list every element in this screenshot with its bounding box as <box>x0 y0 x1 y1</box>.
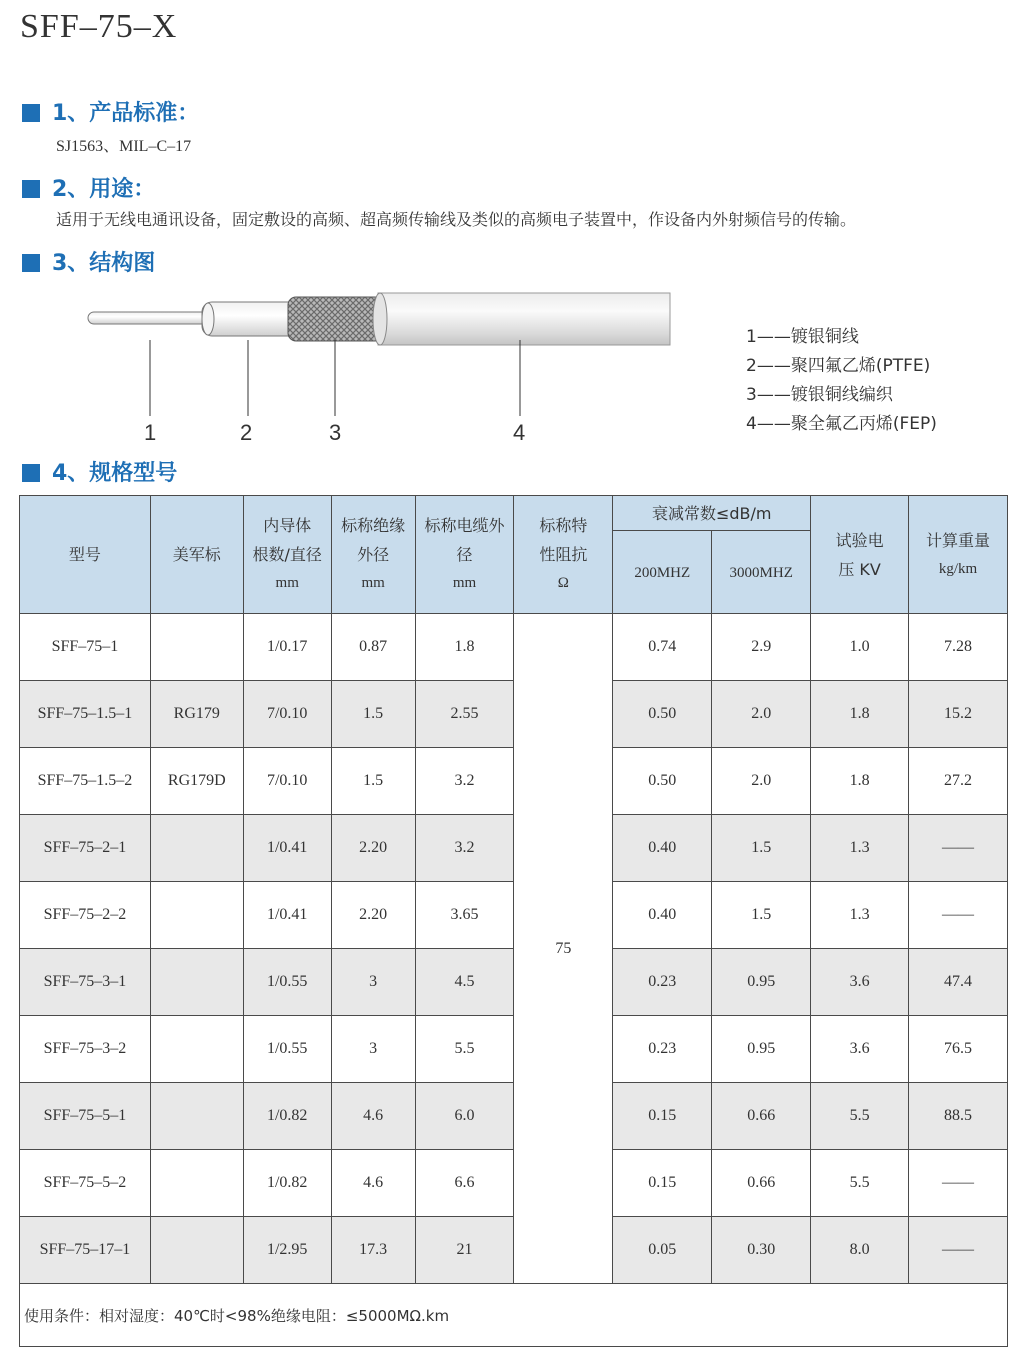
model-cell: SFF–75–2–1 <box>20 815 151 882</box>
header-att-3000: 3000MHZ <box>712 531 811 614</box>
att-200-cell: 0.23 <box>613 949 712 1016</box>
header-att-200: 200MHZ <box>613 531 712 614</box>
section-title: 2、用途： <box>52 177 156 202</box>
mil-cell <box>150 614 243 681</box>
callout-number: 4 <box>513 420 526 445</box>
inner-conductor-cell: 1/0.82 <box>243 1150 331 1217</box>
voltage-cell: 3.6 <box>811 1016 909 1083</box>
voltage-cell: 1.8 <box>811 681 909 748</box>
header-voltage: 试验电 压 KV <box>811 496 909 614</box>
inner-conductor-cell: 1/0.41 <box>243 882 331 949</box>
inner-conductor-cell: 1/0.41 <box>243 815 331 882</box>
section-square-icon <box>22 180 40 198</box>
footer-row <box>20 1284 1008 1347</box>
inner-conductor-cell: 1/0.55 <box>243 1016 331 1083</box>
mil-cell <box>150 815 243 882</box>
mil-cell <box>150 1016 243 1083</box>
weight-cell: —— <box>909 1217 1008 1284</box>
att-3000-cell: 1.5 <box>712 815 811 882</box>
model-cell: SFF–75–3–1 <box>20 949 151 1016</box>
att-3000-cell: 2.0 <box>712 681 811 748</box>
weight-cell: —— <box>909 1150 1008 1217</box>
section-title: 3、结构图 <box>52 251 156 276</box>
section-square-icon <box>22 254 40 272</box>
mil-cell <box>150 949 243 1016</box>
mil-cell <box>150 882 243 949</box>
mil-cell: RG179 <box>150 681 243 748</box>
header-inner: 内导体 根数/直径 mm <box>243 496 331 614</box>
section-heading-structure <box>22 246 155 277</box>
header-model: 型号 <box>20 496 151 614</box>
weight-cell: 7.28 <box>909 614 1008 681</box>
section-heading-standard <box>22 96 199 127</box>
table-row <box>20 949 1008 1016</box>
att-200-cell: 0.15 <box>613 1150 712 1217</box>
table-row <box>20 882 1008 949</box>
table-row <box>20 1217 1008 1284</box>
mil-cell <box>150 1217 243 1284</box>
att-3000-cell: 0.95 <box>712 1016 811 1083</box>
att-3000-cell: 2.9 <box>712 614 811 681</box>
model-cell: SFF–75–5–2 <box>20 1150 151 1217</box>
table-row <box>20 748 1008 815</box>
inner-conductor-cell: 1/2.95 <box>243 1217 331 1284</box>
header-attenuation: 衰减常数≤dB/m <box>613 496 811 531</box>
section-heading-specs <box>22 456 177 487</box>
insulation-cell: 4.6 <box>331 1150 415 1217</box>
voltage-cell: 3.6 <box>811 949 909 1016</box>
usage-text: 适用于无线电通讯设备，固定敷设的高频、超高频传输线及类似的高频电子装置中，作设备内外射频信号的传输。 <box>56 210 857 229</box>
cable-diameter-cell: 6.0 <box>415 1083 514 1150</box>
voltage-cell: 8.0 <box>811 1217 909 1284</box>
cable-diameter-cell: 3.2 <box>415 815 514 882</box>
insulation-cell: 17.3 <box>331 1217 415 1284</box>
voltage-cell: 1.0 <box>811 614 909 681</box>
inner-conductor-cell: 1/0.82 <box>243 1083 331 1150</box>
att-3000-cell: 0.66 <box>712 1083 811 1150</box>
model-cell: SFF–75–1.5–2 <box>20 748 151 815</box>
header-insulation: 标称绝缘 外径 mm <box>331 496 415 614</box>
att-3000-cell: 1.5 <box>712 882 811 949</box>
weight-cell: —— <box>909 882 1008 949</box>
callout-number: 1 <box>144 420 157 445</box>
mil-cell <box>150 1150 243 1217</box>
inner-conductor-cell: 7/0.10 <box>243 681 331 748</box>
table-row <box>20 1016 1008 1083</box>
weight-cell: 88.5 <box>909 1083 1008 1150</box>
voltage-cell: 5.5 <box>811 1150 909 1217</box>
model-cell: SFF–75–5–1 <box>20 1083 151 1150</box>
legend-item: 4——聚全氟乙丙烯(FEP) <box>746 414 937 434</box>
legend-item: 2——聚四氟乙烯(PTFE) <box>746 356 931 376</box>
model-cell: SFF–75–1 <box>20 614 151 681</box>
mil-cell <box>150 1083 243 1150</box>
model-cell: SFF–75–2–2 <box>20 882 151 949</box>
cable-diameter-cell: 3.2 <box>415 748 514 815</box>
att-3000-cell: 2.0 <box>712 748 811 815</box>
table-row <box>20 1150 1008 1217</box>
insulation-cell: 2.20 <box>331 815 415 882</box>
header-impedance: 标称特 性阻抗 Ω <box>514 496 613 614</box>
section-square-icon <box>22 104 40 122</box>
spec-table <box>19 495 1008 1347</box>
att-200-cell: 0.05 <box>613 1217 712 1284</box>
table-row <box>20 681 1008 748</box>
section-title: 1、产品标准： <box>52 101 200 126</box>
insulation-cell: 3 <box>331 949 415 1016</box>
insulation-layer <box>202 302 302 336</box>
insulation-cell: 1.5 <box>331 681 415 748</box>
weight-cell: 27.2 <box>909 748 1008 815</box>
page-title: SFF–75–X <box>20 8 178 45</box>
insulation-cell: 1.5 <box>331 748 415 815</box>
outer-jacket <box>378 293 670 345</box>
cable-diameter-cell: 5.5 <box>415 1016 514 1083</box>
att-200-cell: 0.23 <box>613 1016 712 1083</box>
cable-diameter-cell: 2.55 <box>415 681 514 748</box>
impedance-cell: 75 <box>514 614 613 1284</box>
section-title: 4、规格型号 <box>52 461 178 486</box>
cable-diameter-cell: 21 <box>415 1217 514 1284</box>
insulation-cell: 3 <box>331 1016 415 1083</box>
header-mil: 美军标 <box>150 496 243 614</box>
att-200-cell: 0.40 <box>613 882 712 949</box>
weight-cell: 15.2 <box>909 681 1008 748</box>
table-row <box>20 1083 1008 1150</box>
weight-cell: 47.4 <box>909 949 1008 1016</box>
att-200-cell: 0.15 <box>613 1083 712 1150</box>
header-cable-diameter: 标称电缆外 径 mm <box>415 496 514 614</box>
header-weight: 计算重量 kg/km <box>909 496 1008 614</box>
weight-cell: —— <box>909 815 1008 882</box>
mil-cell: RG179D <box>150 748 243 815</box>
insulation-cell: 0.87 <box>331 614 415 681</box>
section-square-icon <box>22 464 40 482</box>
voltage-cell: 1.3 <box>811 815 909 882</box>
model-cell: SFF–75–17–1 <box>20 1217 151 1284</box>
att-200-cell: 0.40 <box>613 815 712 882</box>
att-3000-cell: 0.30 <box>712 1217 811 1284</box>
inner-conductor-cell: 7/0.10 <box>243 748 331 815</box>
insulation-cell: 2.20 <box>331 882 415 949</box>
model-cell: SFF–75–3–2 <box>20 1016 151 1083</box>
section-heading-usage <box>22 172 155 203</box>
callout-number: 2 <box>240 420 253 445</box>
model-cell: SFF–75–1.5–1 <box>20 681 151 748</box>
att-3000-cell: 0.95 <box>712 949 811 1016</box>
cable-diameter-cell: 1.8 <box>415 614 514 681</box>
table-row <box>20 815 1008 882</box>
legend-item: 3——镀银铜线编织 <box>746 385 893 405</box>
voltage-cell: 1.3 <box>811 882 909 949</box>
usage-conditions: 使用条件：相对湿度：40℃时<98%绝缘电阻：≤5000MΩ.km <box>20 1284 1008 1347</box>
att-3000-cell: 0.66 <box>712 1150 811 1217</box>
cable-diameter-cell: 6.6 <box>415 1150 514 1217</box>
cable-diameter-cell: 3.65 <box>415 882 514 949</box>
voltage-cell: 1.8 <box>811 748 909 815</box>
inner-conductor-cell: 1/0.17 <box>243 614 331 681</box>
inner-conductor <box>88 312 218 324</box>
leader-lines <box>0 340 600 420</box>
att-200-cell: 0.50 <box>613 681 712 748</box>
standard-text: SJ1563、MIL–C–17 <box>56 138 192 155</box>
inner-conductor-cell: 1/0.55 <box>243 949 331 1016</box>
att-200-cell: 0.74 <box>613 614 712 681</box>
insulation-cell: 4.6 <box>331 1083 415 1150</box>
callout-number: 3 <box>329 420 342 445</box>
att-200-cell: 0.50 <box>613 748 712 815</box>
legend-item: 1——镀银铜线 <box>746 327 859 347</box>
table-row <box>20 614 1008 681</box>
weight-cell: 76.5 <box>909 1016 1008 1083</box>
voltage-cell: 5.5 <box>811 1083 909 1150</box>
cable-diameter-cell: 4.5 <box>415 949 514 1016</box>
